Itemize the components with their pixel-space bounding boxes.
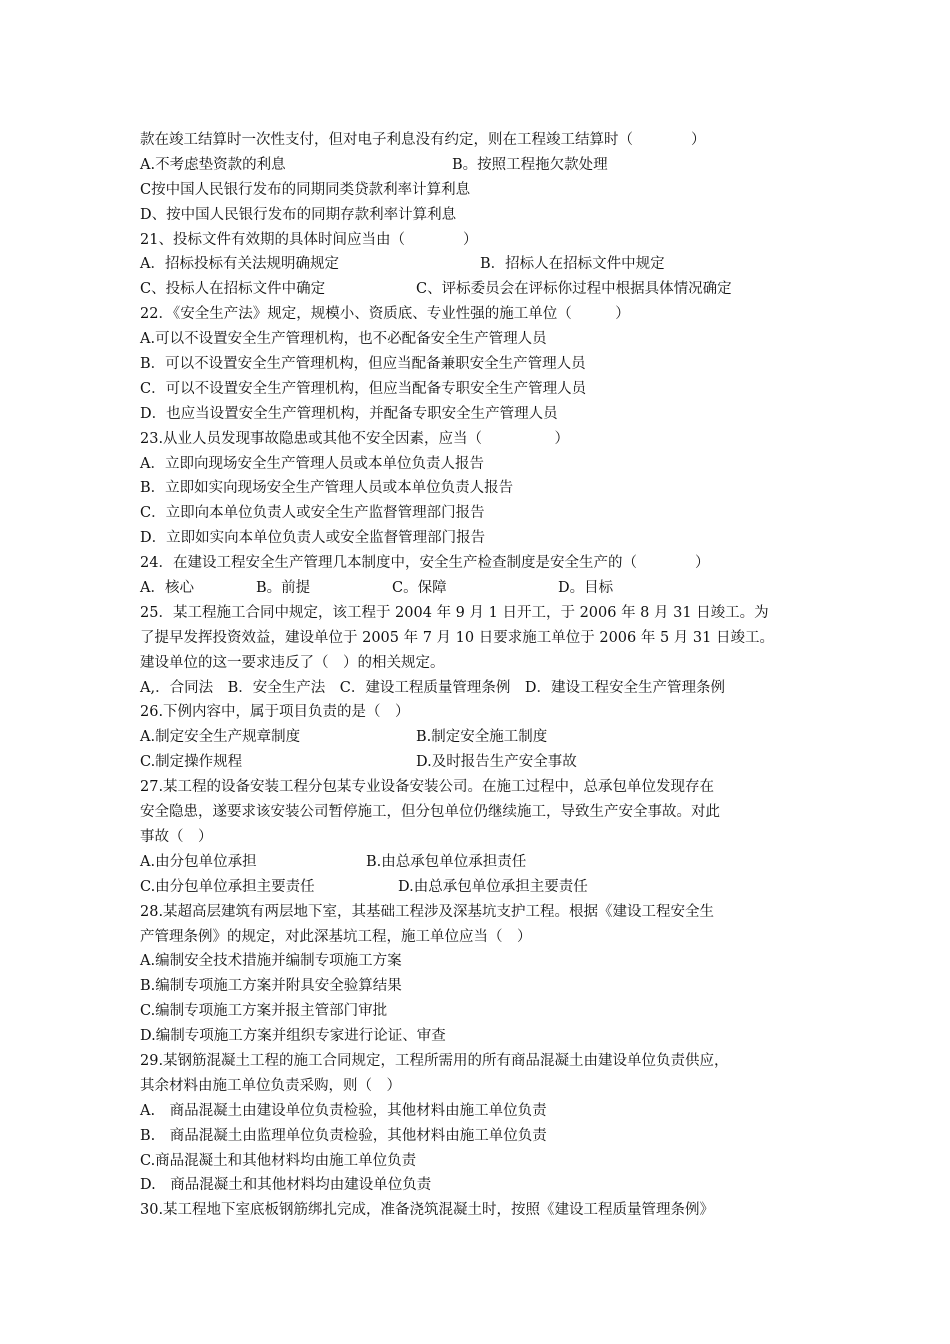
text-segment: A.可以不设置安全生产管理机构，也不必配备安全生产管理人员 — [140, 331, 547, 348]
text-segment: 25．某工程施工合同中规定，该工程于 2004 年 9 月 1 日开工，于 2006 年 8 月 31 日竣工。为 — [140, 604, 769, 621]
text-segment: 23.从业人员发现事故隐患或其他不安全因素，应当（ ） — [140, 430, 570, 447]
text-segment: A．招标投标有关法规明确规定 — [140, 256, 339, 273]
text-segment: C.商品混凝土和其他材料均由施工单位负责 — [140, 1152, 417, 1169]
text-line — [140, 327, 830, 352]
text-line — [140, 153, 830, 178]
text-line — [140, 1198, 830, 1223]
text-segment: D．也应当设置安全生产管理机构，并配备专职安全生产管理人员 — [140, 405, 558, 422]
text-segment: C。保障 — [392, 580, 447, 597]
text-segment: B.制定安全施工制度 — [416, 729, 548, 746]
text-segment: B。前提 — [256, 580, 311, 597]
text-segment: A．核心 — [140, 580, 194, 597]
text-line — [140, 452, 830, 477]
text-line — [140, 203, 830, 228]
text-segment: A,．合同法 B．安全生产法 C．建设工程质量管理条例 D．建设工程安全生产管理条例 — [140, 679, 725, 696]
text-line — [140, 750, 830, 775]
text-segment: D.及时报告生产安全事故 — [416, 754, 577, 771]
text-line — [140, 700, 830, 725]
text-line — [140, 476, 830, 501]
text-segment: A.不考虑垫资款的利息 — [140, 156, 286, 173]
text-segment: A.由分包单位承担 — [140, 853, 257, 870]
text-segment: 22．《安全生产法》规定，规模小、资质底、专业性强的施工单位（ ） — [140, 306, 630, 323]
text-line — [140, 626, 830, 651]
text-segment: A.编制安全技术措施并编制专项施工方案 — [140, 953, 402, 970]
text-segment: C、评标委员会在评标你过程中根据具体情况确定 — [416, 281, 732, 298]
text-segment: 安全隐患，遂要求该安装公司暂停施工，但分包单位仍继续施工，导致生产安全事故。对此 — [140, 804, 720, 821]
document-page — [140, 128, 830, 1223]
text-segment: B．可以不设置安全生产管理机构，但应当配备兼职安全生产管理人员 — [140, 356, 586, 373]
text-line — [140, 128, 830, 153]
text-line — [140, 825, 830, 850]
text-line — [140, 974, 830, 999]
text-segment: D．立即如实向本单位负责人或安全监督管理部门报告 — [140, 530, 486, 547]
text-line — [140, 178, 830, 203]
text-line — [140, 252, 830, 277]
text-line — [140, 551, 830, 576]
text-line — [140, 725, 830, 750]
text-line — [140, 302, 830, 327]
text-line — [140, 925, 830, 950]
text-line — [140, 850, 830, 875]
text-line — [140, 228, 830, 253]
text-segment: C.由分包单位承担主要责任 — [140, 878, 315, 895]
text-segment: B. 商品混凝土由监理单位负责检验，其他材料由施工单位负责 — [140, 1127, 547, 1144]
text-segment: 28.某超高层建筑有两层地下室，其基础工程涉及深基坑支护工程。根据《建设工程安全生 — [140, 903, 715, 920]
text-segment: 其余材料由施工单位负责采购，则（ ） — [140, 1077, 401, 1094]
text-segment: 29.某钢筋混凝土工程的施工合同规定，工程所需用的所有商品混凝土由建设单位负责供应， — [140, 1052, 729, 1069]
text-line — [140, 1049, 830, 1074]
text-segment: A．立即向现场安全生产管理人员或本单位负责人报告 — [140, 455, 484, 472]
text-segment: B.由总承包单位承担责任 — [366, 853, 527, 870]
text-line — [140, 427, 830, 452]
text-line — [140, 526, 830, 551]
text-segment: 26.下例内容中，属于项目负责的是（ ） — [140, 704, 410, 721]
text-line — [140, 875, 830, 900]
text-segment: B.编制专项施工方案并附具安全验算结果 — [140, 978, 402, 995]
text-segment: C.编制专项施工方案并报主管部门审批 — [140, 1003, 388, 1020]
text-line — [140, 1173, 830, 1198]
text-segment: D.由总承包单位承担主要责任 — [398, 878, 588, 895]
text-line — [140, 501, 830, 526]
text-segment: 事故（ ） — [140, 828, 213, 845]
text-segment: B。按照工程拖欠款处理 — [452, 156, 608, 173]
text-segment: D。目标 — [558, 580, 614, 597]
text-segment: A. 商品混凝土由建设单位负责检验，其他材料由施工单位负责 — [140, 1102, 547, 1119]
text-segment: B．招标人在招标文件中规定 — [480, 256, 665, 273]
text-segment: A.制定安全生产规章制度 — [140, 729, 301, 746]
text-line — [140, 1149, 830, 1174]
text-segment: D. 商品混凝土和其他材料均由建设单位负责 — [140, 1177, 432, 1194]
text-segment: 24．在建设工程安全生产管理几本制度中，安全生产检查制度是安全生产的（ ） — [140, 555, 710, 572]
text-line — [140, 651, 830, 676]
text-segment: C.制定操作规程 — [140, 754, 243, 771]
text-line — [140, 377, 830, 402]
text-segment: B．立即如实向现场安全生产管理人员或本单位负责人报告 — [140, 480, 514, 497]
text-line — [140, 1074, 830, 1099]
text-segment: 21、投标文件有效期的具体时间应当由（ ） — [140, 231, 478, 248]
text-line — [140, 402, 830, 427]
text-segment: 了提早发挥投资效益，建设单位于 2005 年 7 月 10 日要求施工单位于 2006 年 5 月 31 日竣工。 — [140, 629, 774, 646]
text-segment: C按中国人民银行发布的同期同类贷款利率计算利息 — [140, 181, 471, 198]
text-line — [140, 601, 830, 626]
text-line — [140, 576, 830, 601]
text-line — [140, 900, 830, 925]
text-line — [140, 676, 830, 701]
text-segment: 产管理条例》的规定，对此深基坑工程，施工单位应当（ ） — [140, 928, 532, 945]
text-segment: 27.某工程的设备安装工程分包某专业设备安装公司。在施工过程中，总承包单位发现存在 — [140, 779, 715, 796]
text-line — [140, 1024, 830, 1049]
text-segment: 款在竣工结算时一次性支付，但对电子利息没有约定，则在工程竣工结算时（ ） — [140, 132, 706, 148]
text-line — [140, 999, 830, 1024]
text-segment: C、投标人在招标文件中确定 — [140, 281, 326, 298]
text-line — [140, 800, 830, 825]
text-segment: 建设单位的这一要求违反了（ ）的相关规定。 — [140, 654, 445, 671]
text-segment: 30.某工程地下室底板钢筋绑扎完成，准备浇筑混凝土时，按照《建设工程质量管理条例》 — [140, 1202, 715, 1219]
text-line — [140, 277, 830, 302]
text-line — [140, 1099, 830, 1124]
text-segment: C．立即向本单位负责人或安全生产监督管理部门报告 — [140, 505, 485, 522]
text-segment: C．可以不设置安全生产管理机构，但应当配备专职安全生产管理人员 — [140, 380, 587, 397]
text-line — [140, 1124, 830, 1149]
text-segment: D.编制专项施工方案并组织专家进行论证、审查 — [140, 1028, 446, 1045]
text-line — [140, 352, 830, 377]
text-segment: D、按中国人民银行发布的同期存款利率计算利息 — [140, 206, 457, 223]
text-line — [140, 949, 830, 974]
text-line — [140, 775, 830, 800]
